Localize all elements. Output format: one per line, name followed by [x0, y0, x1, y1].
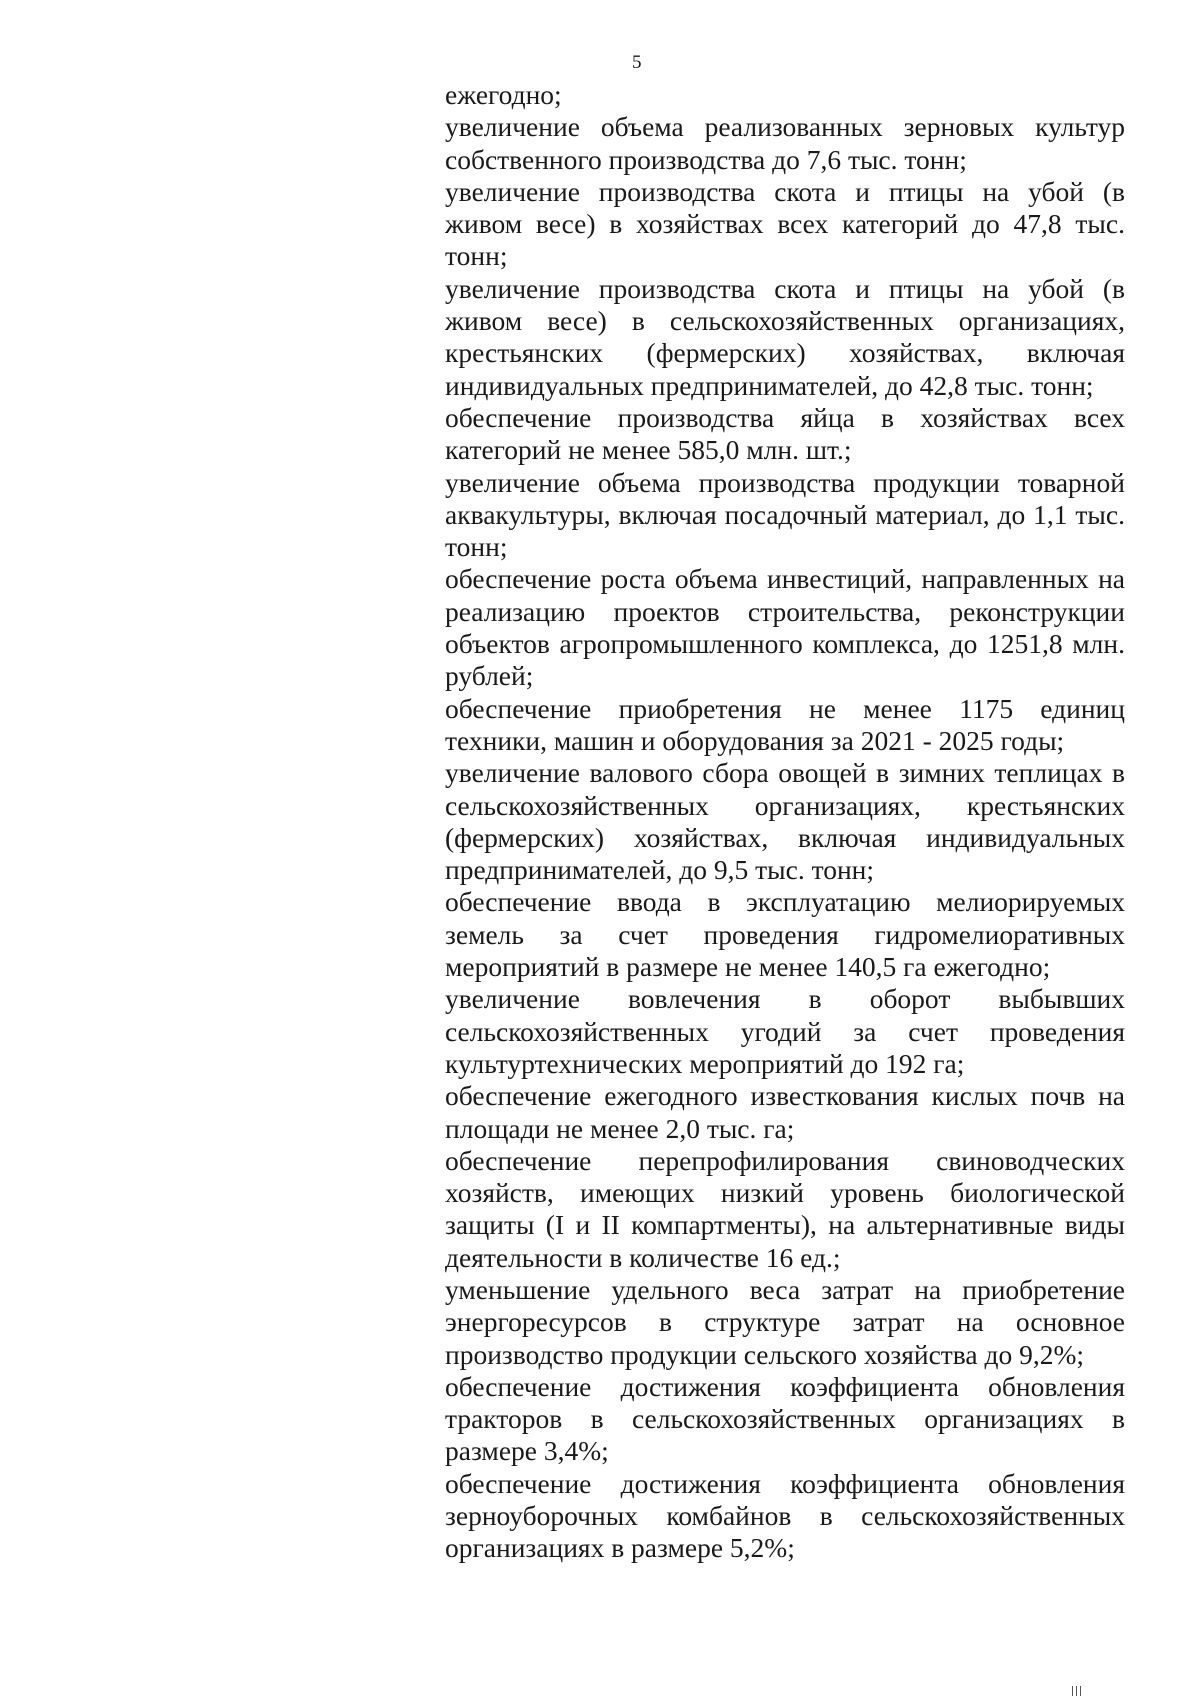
- paragraph-liming: обеспечение ежегодного известкования кислых почв на площади не менее 2,0 тыс. га;: [445, 1080, 1125, 1144]
- paragraph-continuation: ежегодно;: [445, 79, 562, 110]
- document-body: [445, 79, 1125, 1565]
- paragraph-machinery: обеспечение приобретения не менее 1175 единиц техники, машин и оборудования за 2021 - 2025 годы;: [445, 692, 1125, 756]
- paragraph-aquaculture: увеличение объема производства продукции товарной аквакультуры, включая посадочный материал, до 1,1 тыс. тонн;: [445, 466, 1125, 563]
- paragraph-greenhouse-vegetables: увеличение валового сбора овощей в зимних теплицах в сельскохозяйственных организациях, крестьянских (фермерских) хозяйствах, включая индивидуальных предпринимателей, до 9,5 тыс. тонн;: [445, 757, 1125, 886]
- paragraph-energy-costs: уменьшение удельного веса затрат на приобретение энергоресурсов в структуре затрат на основное производство продукции сельского хозяйства до 9,2%;: [445, 1273, 1125, 1370]
- paragraph-investments: обеспечение роста объема инвестиций, направленных на реализацию проектов строительства, реконструкции объектов агропромышленного комплекса, до 1251,8 млн. рублей;: [445, 563, 1125, 692]
- page-number: 5: [632, 52, 642, 73]
- paragraph-land-involvement: увеличение вовлечения в оборот выбывших сельскохозяйственных угодий за счет проведения культуртехнических мероприятий до 192 га;: [445, 983, 1125, 1079]
- paragraph-pig-farms: обеспечение перепрофилирования свиноводческих хозяйств, имеющих низкий уровень биологической защиты (I и II компартменты), на альтернативные виды деятельности в количестве 16 ед.;: [445, 1144, 1125, 1273]
- paragraph-land-reclamation: обеспечение ввода в эксплуатацию мелиорируемых земель за счет проведения гидромелиоративных мероприятий в размере не менее 140,5 га ежегодно;: [445, 886, 1125, 983]
- paragraph-tractor-renewal: обеспечение достижения коэффициента обновления тракторов в сельскохозяйственных организациях в размере 3,4%;: [445, 1370, 1125, 1467]
- paragraph-combine-renewal: обеспечение достижения коэффициента обновления зерноуборочных комбайнов в сельскохозяйственных организациях в размере 5,2%;: [445, 1467, 1125, 1564]
- paragraph-egg-production: обеспечение производства яйца в хозяйствах всех категорий не менее 585,0 млн. шт.;: [445, 401, 1125, 466]
- paragraph-livestock-all-categories: увеличение производства скота и птицы на убой (в живом весе) в хозяйствах всех категорий до 47,8 тыс. тонн;: [445, 175, 1125, 272]
- scan-artifact: [1072, 1686, 1086, 1696]
- paragraph-grain-sales: увеличение объема реализованных зерновых культур собственного производства до 7,6 тыс. тонн;: [445, 111, 1125, 175]
- paragraph-livestock-organizations: увеличение производства скота и птицы на убой (в живом весе) в сельскохозяйственных организациях, крестьянских (фермерских) хозяйствах, включая индивидуальных предпринимателей, до 42,8 тыс. тонн;: [445, 272, 1125, 401]
